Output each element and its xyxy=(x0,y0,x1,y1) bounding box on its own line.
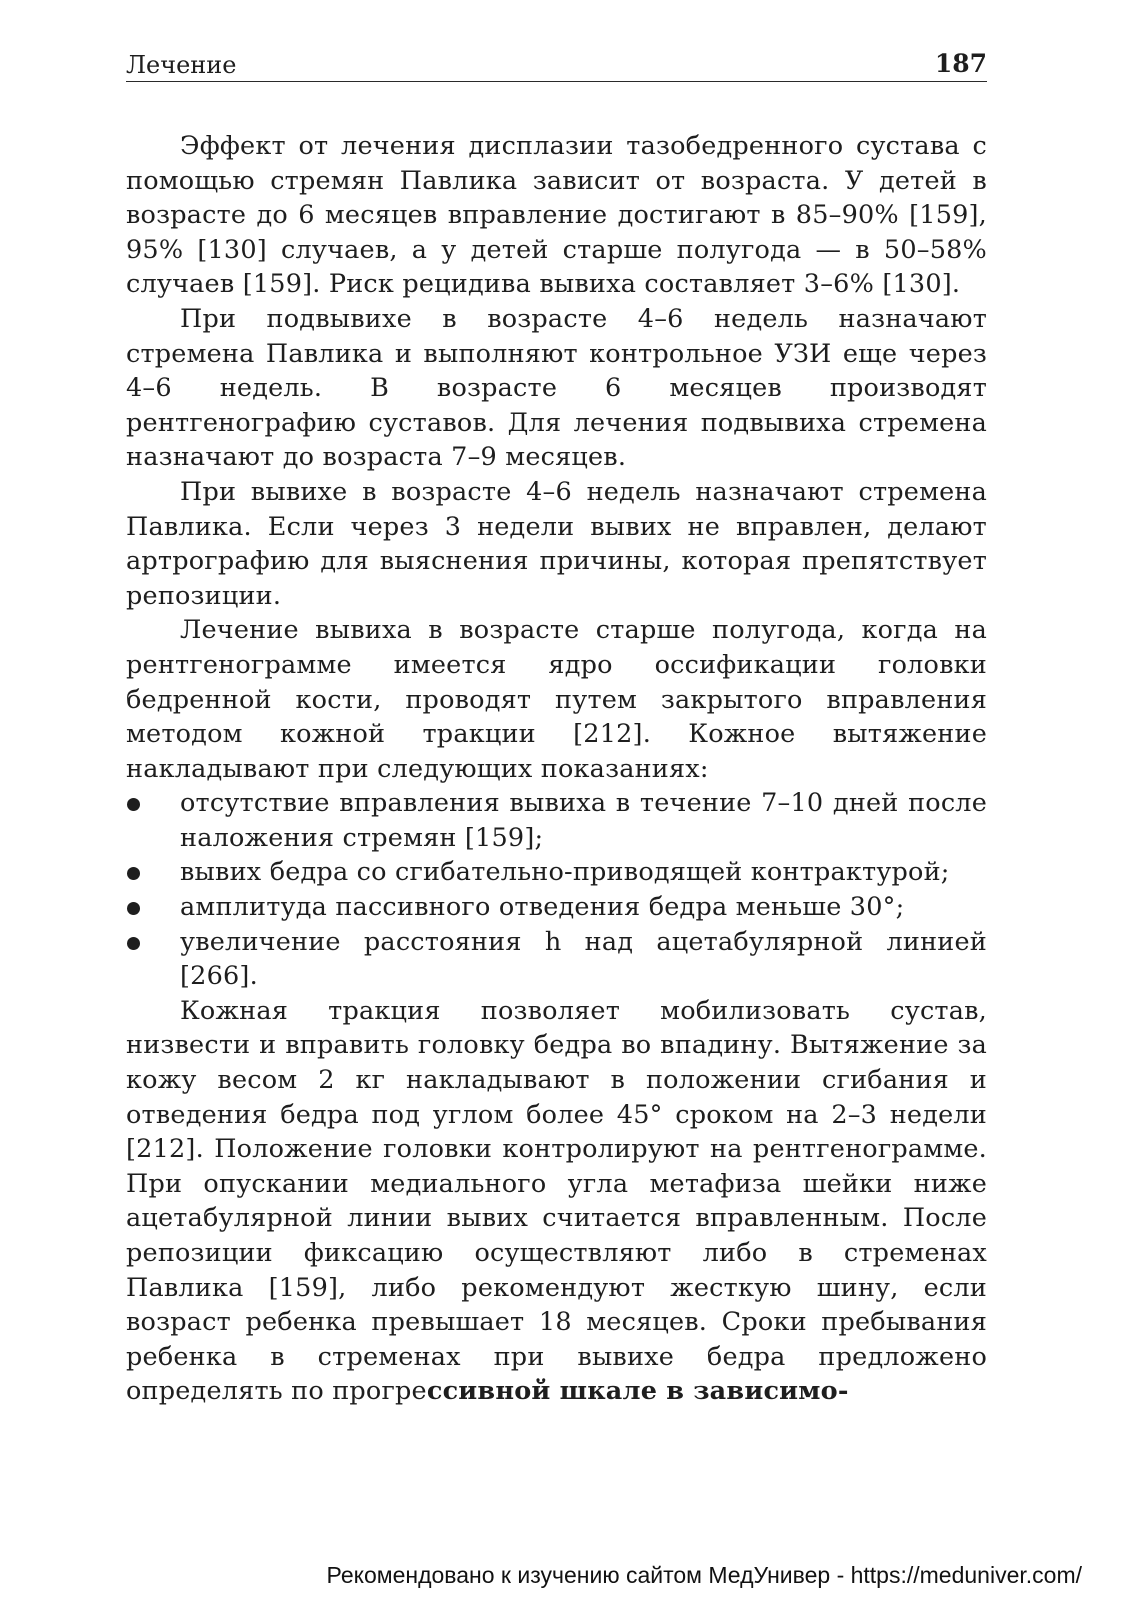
paragraph xyxy=(126,994,987,1409)
paragraph: При вывихе в возрасте 4–6 недель назначают стремена Павлика. Если через 3 недели вывих не вправлен, делают артрографию для выяснения причины, которая препятствует репозиции. xyxy=(126,476,987,611)
paragraph: Лечение вывиха в возрасте старше полугода, когда на рентгенограмме имеется ядро оссификации головки бедренной кости, проводят путем закрытого вправления методом кожной тракции [212]. Кожное вытяжение накладывают при следующих показаниях: xyxy=(126,615,987,784)
page-number: 187 xyxy=(934,49,987,78)
list-item-text: амплитуда пассивного отведения бедра меньше 30°; xyxy=(180,892,905,923)
running-head: Лечение xyxy=(126,51,237,79)
list-item-text: увеличение расстояния h над ацетабулярной линией [266]. xyxy=(180,926,987,992)
bold-text: ссивной шкале в зависимо- xyxy=(426,1376,849,1407)
paragraph: При подвывихе в возрасте 4–6 недель назначают стремена Павлика и выполняют контрольное УЗИ еще через 4–6 недель. В возрасте 6 месяцев производят рентгенографию суставов. Для лечения подвывиха стремена назначают до возраста 7–9 месяцев. xyxy=(126,303,987,473)
paragraph-text: Кожная тракция позволяет мобилизовать сустав, низвести и вправить головку бедра во впадину. Вытяжение за кожу весом 2 кг накладывают в положении сгибания и отведения бедра под углом более 45° сроком на 2–3 недели [212]. Положение головки контролируют на рентгенограмме. При опускании медиального угла метафиза шейки ниже ацетабулярной линии вывих считается вправленным. После репозиции фиксацию осуществляют либо в стременах Павлика [159], либо рекомендуют жесткую шину, если возраст ребенка превышает 18 месяцев. Сроки пребывания ребенка в стременах при вывихе бедра предложено определять по прогре xyxy=(126,995,987,1407)
list-item xyxy=(126,855,987,890)
list-item-text: отсутствие вправления вывиха в течение 7–10 дней после наложения стремян [159]; xyxy=(180,788,987,853)
bullet-icon xyxy=(127,937,140,950)
bullet-icon xyxy=(127,867,140,880)
indications-list xyxy=(126,786,987,994)
bullet-icon xyxy=(127,902,140,915)
paragraph: Эффект от лечения дисплазии тазобедренного сустава с помощью стремян Павлика зависит от возраста. У детей в возрасте до 6 месяцев вправление достигают в 85–90% [159], 95% [130] случаев, а у детей старше полугода — в 50–58% случаев [159]. Риск рецидива вывиха составляет 3–6% [130]. xyxy=(126,131,987,300)
watermark-link[interactable]: Рекомендовано к изучению сайтом МедУнивер - https://meduniver.com/ xyxy=(326,1562,1082,1588)
list-item xyxy=(126,786,987,855)
list-item xyxy=(126,925,987,994)
page-header xyxy=(126,44,987,82)
list-item-text: вывих бедра со сгибательно-приводящей контрактурой; xyxy=(180,857,950,888)
body-text xyxy=(126,129,987,1409)
list-item xyxy=(126,890,987,925)
bullet-icon xyxy=(127,798,140,811)
